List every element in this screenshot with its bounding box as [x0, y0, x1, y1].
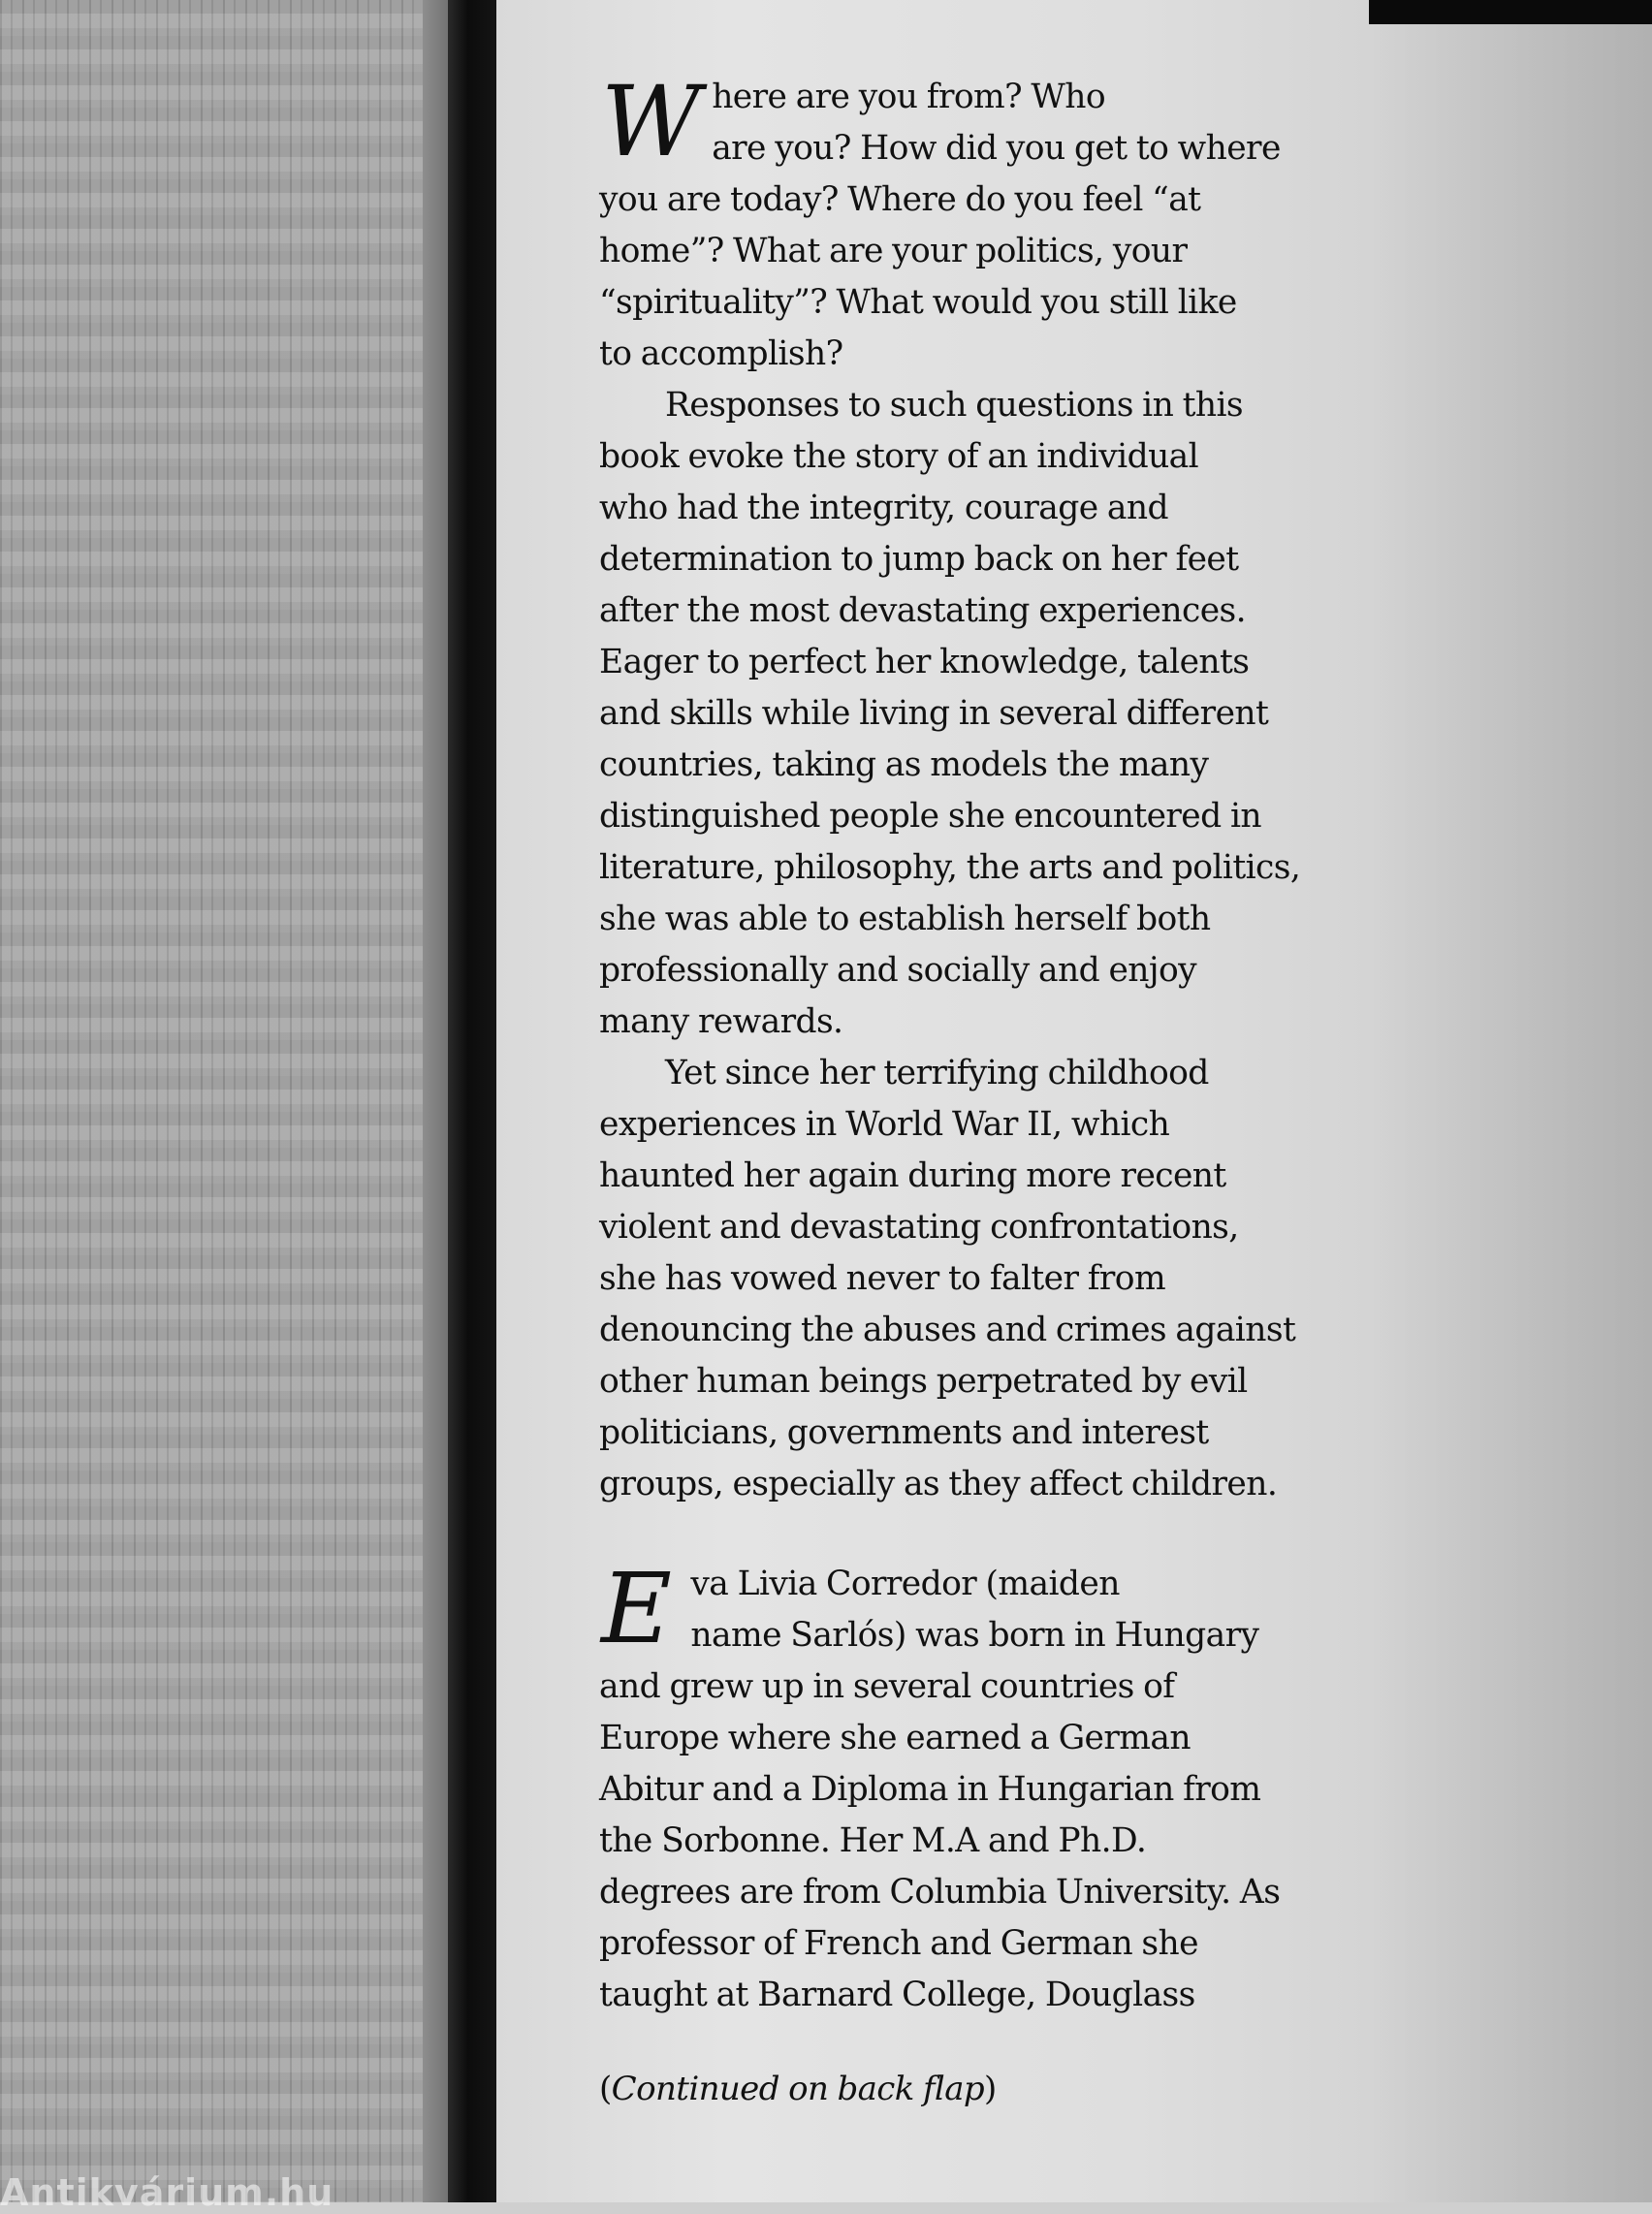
text-line: and skills while living in several different: [599, 694, 1269, 733]
text-line: Yet since her terrifying childhood: [665, 1054, 1209, 1092]
text-line: Europe where she earned a German: [599, 1719, 1191, 1757]
text-line: home”? What are your politics, your: [599, 232, 1188, 270]
text-line: Responses to such questions in this: [665, 386, 1244, 425]
flap-shadow: [1367, 0, 1652, 2202]
text-line: degrees are from Columbia University. As: [599, 1873, 1281, 1912]
spine-gap: [448, 0, 498, 2202]
text-line: here are you from? Who: [712, 78, 1106, 116]
text-line: you are today? Where do you feel “at: [599, 180, 1201, 219]
author-bio: [599, 1552, 1281, 2021]
text-line: professionally and socially and enjoy: [599, 951, 1197, 990]
text-line: haunted her again during more recent: [599, 1156, 1226, 1195]
text-line: book evoke the story of an individual: [599, 437, 1199, 476]
childhood-paragraph: [599, 1048, 1296, 1510]
text-line: the Sorbonne. Her M.A and Ph.D.: [599, 1821, 1147, 1860]
text-line: after the most devastating experiences.: [599, 591, 1246, 630]
text-line: to accomplish?: [599, 334, 843, 373]
text-line: politicians, governments and interest: [599, 1413, 1209, 1452]
text-line: violent and devastating confrontations,: [599, 1208, 1239, 1247]
text-line: “spirituality”? What would you still like: [599, 283, 1237, 322]
text-line: and grew up in several countries of: [599, 1667, 1175, 1706]
text-line: are you? How did you get to where: [712, 129, 1281, 168]
flap-text-column: [599, 65, 1301, 2115]
text-line: determination to jump back on her feet: [599, 540, 1239, 579]
text-line: literature, philosophy, the arts and politics,: [599, 848, 1301, 887]
top-edge-bar: [1369, 0, 1652, 24]
text-line: name Sarlós) was born in Hungary: [690, 1616, 1259, 1655]
responses-paragraph: [599, 380, 1301, 1048]
text-line: groups, especially as they affect children.: [599, 1465, 1278, 1503]
text-line: experiences in World War II, which: [599, 1105, 1170, 1144]
book-cover-board: [0, 0, 434, 2202]
continued-paren-open: (: [599, 2070, 612, 2108]
text-line: she was able to establish herself both: [599, 900, 1211, 938]
text-line: Eager to perfect her knowledge, talents: [599, 643, 1250, 681]
text-line: many rewards.: [599, 1002, 843, 1041]
text-line: professor of French and German she: [599, 1924, 1198, 1963]
continued-text: Continued on back flap: [611, 2070, 985, 2108]
text-line: other human beings perpetrated by evil: [599, 1362, 1248, 1401]
text-line: denouncing the abuses and crimes against: [599, 1311, 1296, 1349]
text-line: taught at Barnard College, Douglass: [599, 1976, 1195, 2014]
section-gap: [599, 1510, 1258, 1559]
text-line: countries, taking as models the many: [599, 745, 1209, 784]
continued-note: [599, 2064, 1258, 2115]
dropcap-e: E: [601, 1552, 672, 1665]
text-line: who had the integrity, courage and: [599, 489, 1168, 527]
watermark: Antikvárium.hu: [0, 2171, 334, 2214]
continued-paren-close: ): [984, 2070, 997, 2108]
text-line: she has vowed never to falter from: [599, 1259, 1166, 1298]
text-line: va Livia Corredor (maiden: [690, 1565, 1120, 1603]
dropcap-w: W: [601, 65, 701, 178]
text-line: distinguished people she encountered in: [599, 797, 1262, 836]
text-line: Abitur and a Diploma in Hungarian from: [599, 1770, 1261, 1809]
intro-paragraph: [599, 65, 1281, 380]
